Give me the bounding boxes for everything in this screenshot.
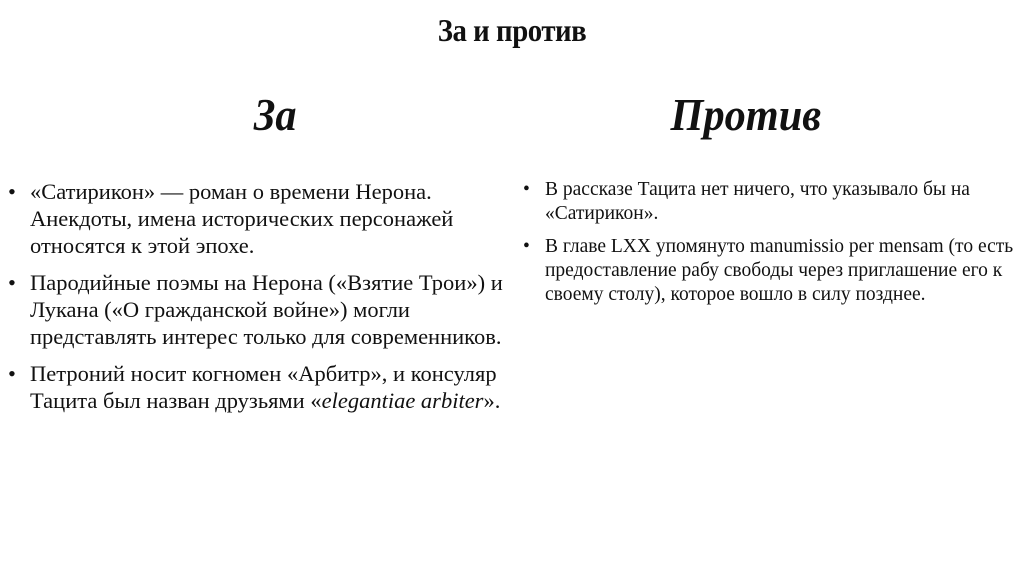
bullet-icon: • — [8, 361, 16, 386]
list-item — [519, 178, 1019, 226]
slide-title: За и против — [437, 12, 587, 48]
pro-list — [8, 178, 508, 424]
con-list — [519, 178, 1019, 316]
list-item — [8, 269, 508, 350]
bullet-text: «Сатирикон» — роман о времени Нерона. Анекдоты, имена исторических персонажей относятся к этой эпохе. — [30, 179, 454, 258]
bullet-text-end: ». — [483, 388, 501, 413]
list-item — [8, 178, 508, 259]
bullet-icon: • — [8, 179, 16, 204]
list-item — [8, 360, 508, 414]
bullet-text: В главе LXX упомянуто manumissio per mensam (то есть предоставление рабу свободы через приглашение его к своему столу), которое вошло в силу позднее. — [545, 236, 1014, 305]
con-heading: Против — [670, 89, 822, 140]
bullet-icon: • — [8, 270, 16, 295]
bullet-text: Петроний носит когномен «Арбитр», и консуляр Тацита был назван друзьями « — [30, 361, 497, 413]
bullet-text: Пародийные поэмы на Нерона («Взятие Трои») и Лукана («О гражданской войне») могли представлять интерес только для современников. — [30, 270, 503, 349]
bullet-text: В рассказе Тацита нет ничего, что указывало бы на «Сатирикон». — [545, 179, 970, 224]
bullet-icon: • — [523, 236, 530, 257]
bullet-text-italic: elegantiae arbiter — [321, 388, 484, 413]
pro-heading: За — [253, 89, 297, 140]
bullet-icon: • — [523, 179, 530, 200]
list-item — [519, 235, 1019, 307]
